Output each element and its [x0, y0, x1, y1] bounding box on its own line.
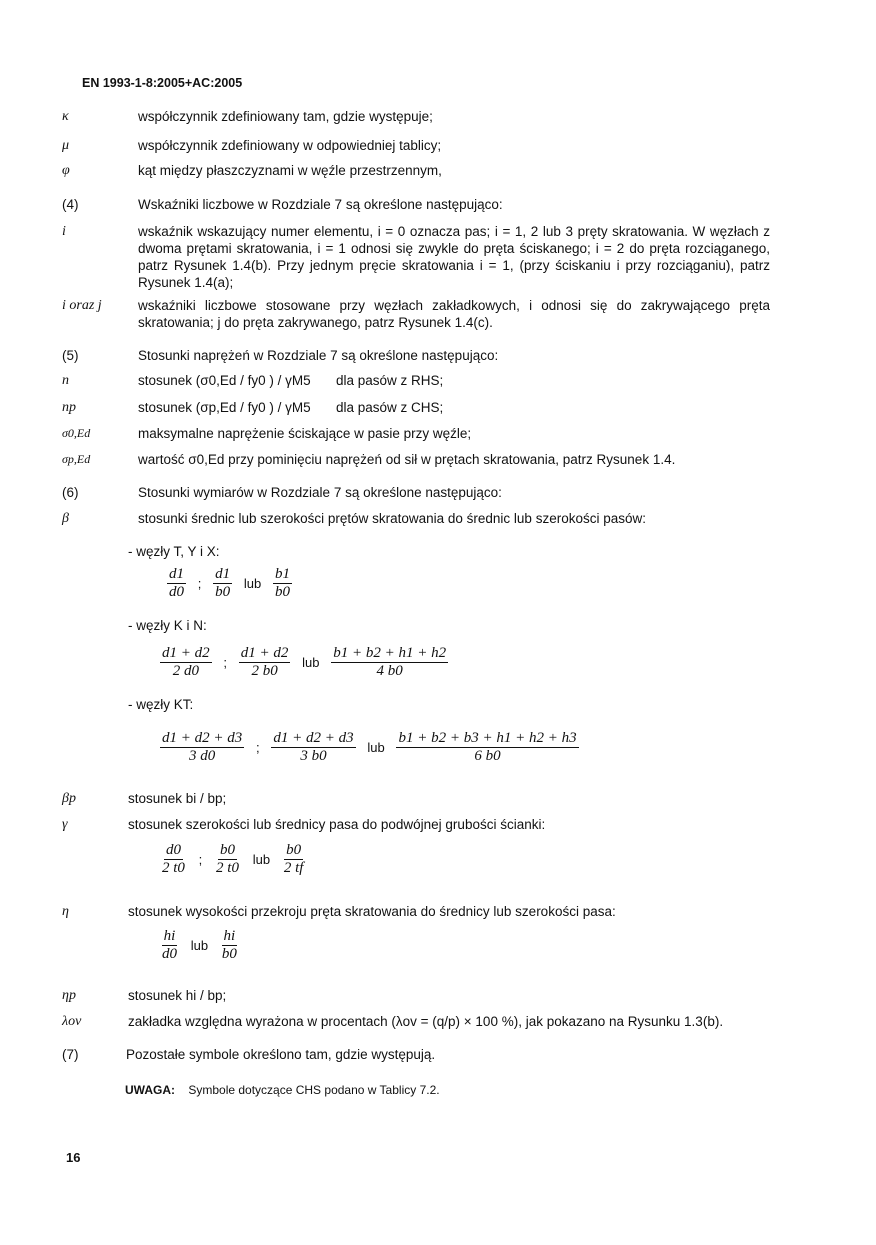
symbol-condition: dla pasów z CHS; [336, 400, 444, 415]
symbol-description: współczynnik zdefiniowany tam, gdzie występuje; [138, 109, 433, 124]
bullet-k-n: - węzły K i N: [128, 618, 207, 633]
symbol: σ0,Ed [62, 426, 91, 440]
section-number: (4) [62, 197, 79, 212]
symbol-description: zakładka względna wyrażona w procentach (λov = (q/p) × 100 %), jak pokazano na Rysunku 1.3(b). [128, 1014, 724, 1029]
symbol-description: kąt między płaszczyznami w węźle przestrzennym, [138, 163, 442, 178]
section-text: Pozostałe symbole określono tam, gdzie występują. [126, 1047, 436, 1062]
note-text: Symbole dotyczące CHS podano w Tablicy 7.2. [188, 1083, 440, 1097]
symbol-description: stosunek bi / bp; [128, 791, 227, 806]
symbol: η [62, 904, 69, 919]
page-number: 16 [66, 1150, 81, 1165]
symbol-description: wartość σ0,Ed przy pominięciu naprężeń od sił w prętach skratowania, patrz Rysunek 1.4. [138, 452, 676, 467]
symbol-description: wskaźniki liczbowe stosowane przy węzłach zakładkowych, i odnosi się do zakrywającego pręta skratowania; j do pręta zakrywanego, patrz Rysunek 1.4(c). [138, 298, 770, 330]
section-title: Stosunki wymiarów w Rozdziale 7 są określone następująco: [138, 485, 502, 500]
symbol-description: stosunek szerokości lub średnicy pasa do podwójnej grubości ścianki: [128, 817, 546, 832]
symbol: βp [62, 791, 76, 806]
section-title: Stosunki naprężeń w Rozdziale 7 są określone następująco: [138, 348, 499, 363]
symbol: np [62, 400, 76, 415]
symbol: i oraz j [62, 298, 102, 313]
symbol: σp,Ed [62, 452, 91, 466]
symbol: κ [62, 109, 69, 124]
symbol-description: stosunki średnic lub szerokości prętów skratowania do średnic lub szerokości pasów: [138, 511, 646, 526]
formula-eta: $\frac{hi}{d0}$ lub $\frac{hi}{b0}$ [162, 928, 237, 962]
bullet-t-y-x: - węzły T, Y i X: [128, 544, 220, 559]
symbol: μ [62, 138, 70, 153]
symbol: ηp [62, 988, 76, 1003]
symbol: γ [62, 817, 68, 832]
symbol-description: wskaźnik wskazujący numer elementu, i = 0 oznacza pas; i = 1, 2 lub 3 pręty skratowania. W węzłach z dwoma prętami skratowania, i = 1 odnosi się zwykle do pręta ściskanego; i = 2 do pręta rozciąganego, patrz Rysunek 1.4(b). Przy jednym pręcie skratowania i = 1, (przy ściskaniu i przy rozciąganiu), patrz Rysunek 1.4(a); [138, 224, 770, 290]
symbol: λov [62, 1014, 82, 1029]
formula-t-y-x: $\frac{d1}{d0}$ ; $\frac{d1}{b0}$ lub $\frac{b1}{b0}$ [169, 566, 290, 600]
symbol-description: stosunek wysokości przekroju pręta skratowania do średnicy lub szerokości pasa: [128, 904, 616, 919]
note [125, 1083, 440, 1097]
standard-header: EN 1993-1-8:2005+AC:2005 [82, 76, 243, 90]
symbol-description: stosunek (σ0,Ed / fy0 ) / γM5 [138, 373, 311, 388]
symbol: n [62, 373, 69, 388]
section-number: (6) [62, 485, 79, 500]
symbol: φ [62, 163, 70, 178]
symbol-condition: dla pasów z RHS; [336, 373, 444, 388]
formula-gamma: $\frac{d0}{2 t0}$ ; $\frac{b0}{2 t0}$ lub $\frac{b0}{2 tf}$ [162, 842, 304, 876]
note-label: UWAGA: [125, 1083, 175, 1097]
symbol-description: maksymalne naprężenie ściskające w pasie przy węźle; [138, 426, 472, 441]
symbol: i [62, 224, 66, 239]
symbol-description: stosunek (σp,Ed / fy0 ) / γM5 [138, 400, 311, 415]
section-number: (5) [62, 348, 79, 363]
formula-k-n: $\frac{d1 + d2}{2 d0}$ ; $\frac{d1 + d2}{2 b0}$ lub $\frac{b1 + b2 + h1 + h2}{4 b0}$ [162, 645, 447, 679]
bullet-kt: - węzły KT: [128, 697, 194, 712]
symbol-description: stosunek hi / bp; [128, 988, 227, 1003]
symbol-description: współczynnik zdefiniowany w odpowiedniej tablicy; [138, 138, 442, 153]
symbol: β [62, 511, 69, 526]
section-number: (7) [62, 1047, 79, 1062]
section-title: Wskaźniki liczbowe w Rozdziale 7 są określone następująco: [138, 197, 503, 212]
formula-kt: $\frac{d1 + d2 + d3}{3 d0}$ ; $\frac{d1 + d2 + d3}{3 b0}$ lub $\frac{b1 + b2 + b3 + h1 + h2 + h3}{6 b0}$ [162, 730, 577, 764]
